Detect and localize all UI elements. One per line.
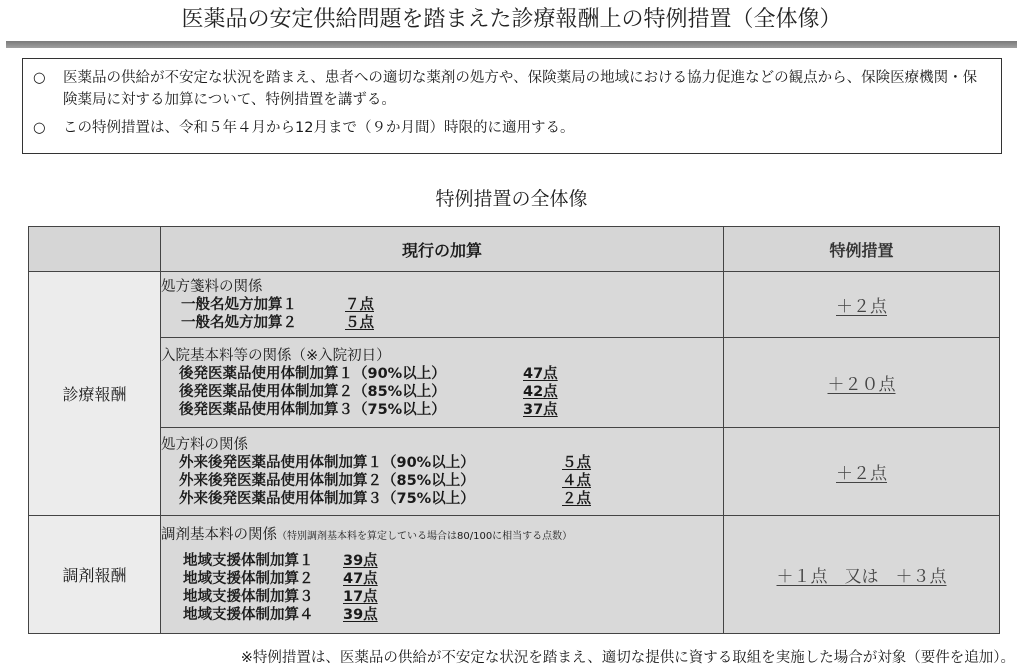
table-header-row [29,227,1000,272]
group-prescription-fee [161,428,724,516]
table-row [29,272,1000,338]
group-title: 処方箋料の関係 [161,278,263,295]
table-row [29,428,1000,516]
intro-text-2: この特例措置は、令和５年４月から12月まで（９か月間）時限的に適用する。 [63,120,575,136]
measures-table [28,226,1000,634]
special-measure: ＋２０点 [724,338,1000,428]
intro-line-1 [33,67,991,111]
list-item: 地域支援体制加算１ 39点 [183,552,378,569]
group-title-note: （特別調剤基本料を算定している場合は80/100に相当する点数） [277,530,573,542]
group-inpatient [161,338,724,428]
bullet-circle-icon: ○ [33,70,46,86]
list-item: 後発医薬品使用体制加算３（75%以上） 37点 [179,401,558,418]
group-prescription-slip [161,272,724,338]
list-item: 一般名処方加算１ ７点 [181,296,374,313]
intro-box [22,58,1002,154]
bullet-circle-icon: ○ [33,120,46,136]
footnote: ※特例措置は、医薬品の供給が不安定な状況を踏まえ、適切な提供に資する取組を実施した場合が対象（要件を追加）。 [240,650,1015,666]
list-item: 外来後発医薬品使用体制加算１（90%以上） ５点 [179,454,591,471]
table-row [29,516,1000,634]
category-chozai: 調剤報酬 [29,516,161,634]
section-heading: 特例措置の全体像 [435,188,588,210]
group-dispensing-basic [161,516,724,634]
page-title: 医薬品の安定供給問題を踏まえた診療報酬上の特例措置（全体像） [181,7,842,32]
special-measure: ＋２点 [724,428,1000,516]
group-title: 調剤基本料の関係（特別調剤基本料を算定している場合は80/100に相当する点数） [161,526,573,543]
header-current: 現行の加算 [161,227,724,272]
list-item: 外来後発医薬品使用体制加算３（75%以上） ２点 [179,490,591,507]
intro-text-1: 医薬品の供給が不安定な状況を踏まえ、患者への適切な薬剤の処方や、保険薬局の地域における協力促進などの観点から、保険医療機関・保険薬局に対する加算について、特例措置を講ずる。 [63,70,978,108]
list-item: 外来後発医薬品使用体制加算２（85%以上） ４点 [179,472,591,489]
list-item: 後発医薬品使用体制加算２（85%以上） 42点 [179,383,558,400]
title-divider [6,41,1017,48]
group-title: 処方料の関係 [161,436,248,453]
intro-line-2 [33,117,991,139]
list-item: 地域支援体制加算３ 17点 [183,588,378,605]
table-row [29,338,1000,428]
list-item: 地域支援体制加算４ 39点 [183,606,378,623]
special-measure: ＋２点 [724,272,1000,338]
special-measure: ＋１点 又は ＋３点 [724,516,1000,634]
list-item: 後発医薬品使用体制加算１（90%以上） 47点 [179,365,558,382]
list-item: 一般名処方加算２ ５点 [181,314,374,331]
header-special: 特例措置 [724,227,1000,272]
group-title: 入院基本料等の関係（※入院初日） [161,347,391,364]
category-shinryo: 診療報酬 [29,272,161,516]
list-item: 地域支援体制加算２ 47点 [183,570,378,587]
header-blank-cell [29,227,161,272]
